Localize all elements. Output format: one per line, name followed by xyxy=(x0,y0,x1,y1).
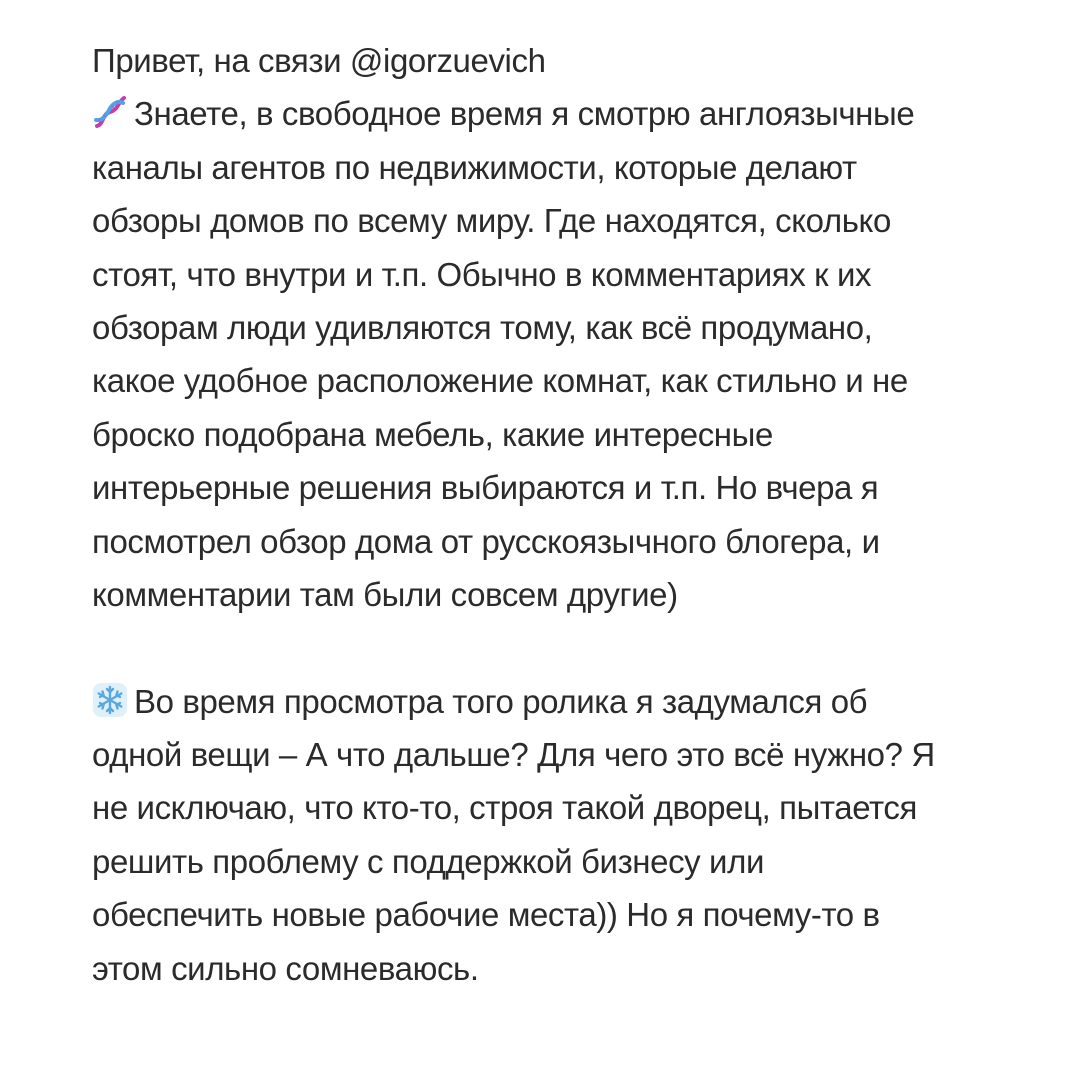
snowflake-icon xyxy=(92,682,128,718)
paragraph2-line: не исключаю, что кто-то, строя такой дворец, пытается xyxy=(92,789,917,827)
paragraph2-text: Во время просмотра того ролика я задумался об xyxy=(134,682,868,720)
paragraph-gap xyxy=(92,621,992,674)
paragraph1-line: обзоры домов по всему миру. Где находятся, сколько xyxy=(92,202,891,240)
paragraph2-line: одной вещи – А что дальше? Для чего это всё нужно? Я xyxy=(92,736,935,774)
paragraph1-line: комментарии там были совсем другие) xyxy=(92,575,678,613)
post-text xyxy=(92,34,992,995)
paragraph2-line: этом сильно сомневаюсь. xyxy=(92,949,479,987)
paragraph1-line: какое удобное расположение комнат, как стильно и не xyxy=(92,362,908,400)
paragraph2-line: решить проблему с поддержкой бизнесу или xyxy=(92,842,764,880)
paragraph1-line: броско подобрана мебель, какие интересные xyxy=(92,415,773,453)
dna-icon xyxy=(92,94,128,130)
greeting-line: Привет, на связи @igorzuevich xyxy=(92,42,546,79)
paragraph1-text: Знаете, в свободное время я смотрю англоязычные xyxy=(134,95,915,133)
paragraph1-line: посмотрел обзор дома от русскоязычного блогера, и xyxy=(92,522,880,560)
paragraph1-line: обзорам люди удивляются тому, как всё продумано, xyxy=(92,308,873,346)
paragraph1-line: интерьерные решения выбираются и т.п. Но вчера я xyxy=(92,469,879,507)
paragraph1-line xyxy=(92,87,992,140)
paragraph1-line: стоят, что внутри и т.п. Обычно в комментариях к их xyxy=(92,255,872,293)
paragraph2-line xyxy=(92,675,992,728)
paragraph2-line: обеспечить новые рабочие места)) Но я почему-то в xyxy=(92,896,880,934)
paragraph1-line: каналы агентов по недвижимости, которые делают xyxy=(92,148,857,186)
